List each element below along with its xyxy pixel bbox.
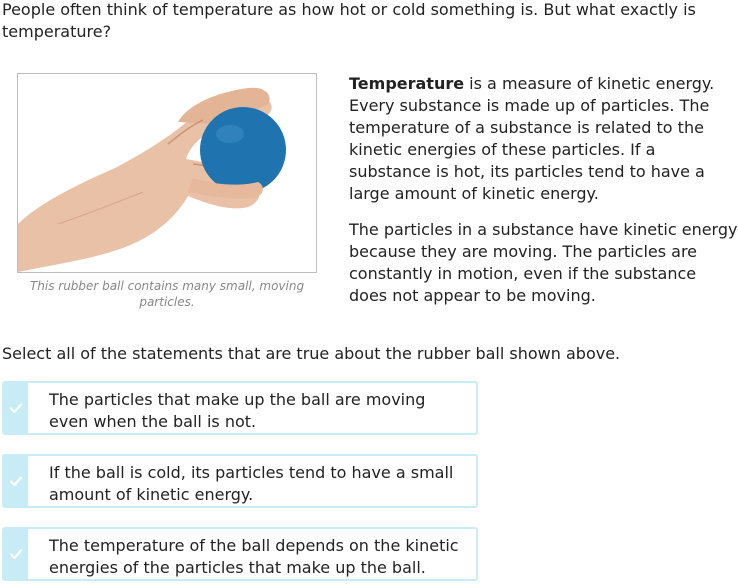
checkmark-icon: [9, 474, 23, 488]
choice-label: If the ball is cold, its particles tend to have a small amount of kinetic energy.: [49, 463, 454, 504]
figure: [17, 73, 317, 310]
choice-label: The temperature of the ball depends on the kinetic energies of the particles that make up the ball.: [49, 536, 459, 577]
explanation: [349, 73, 738, 321]
answer-choice-3[interactable]: [2, 527, 478, 581]
explanation-paragraph-1: [349, 73, 738, 205]
explanation-paragraph-2: The particles in a substance have kinetic energy because they are moving. The particles are constantly in motion, even if the substance does not appear to be moving.: [349, 220, 738, 305]
choice-label: The particles that make up the ball are moving even when the ball is not.: [49, 390, 426, 431]
answer-choice-2[interactable]: [2, 454, 478, 508]
ball-shape: [200, 107, 286, 193]
checkmark-icon: [9, 547, 23, 561]
intro-text: People often think of temperature as how hot or cold something is. But what exactly is temperature?: [2, 0, 696, 41]
figure-caption: This rubber ball contains many small, moving particles.: [29, 279, 305, 309]
answer-choice-1[interactable]: [2, 381, 478, 435]
choice-checkbox-tab[interactable]: [4, 383, 28, 433]
choice-checkbox-tab[interactable]: [4, 456, 28, 506]
temperature-term: Temperature: [349, 74, 465, 93]
explanation-paragraph-1-text: is a measure of kinetic energy. Every substance is made up of particles. The temperature of a substance is related to the kinetic energies of these particles. If a substance is hot, its particles tend to have a large amount of kinetic energy.: [349, 74, 715, 203]
question-prompt: Select all of the statements that are true about the rubber ball shown above.: [2, 344, 621, 363]
checkmark-icon: [9, 401, 23, 415]
choice-checkbox-tab[interactable]: [4, 529, 28, 579]
rubber-ball-photo: [17, 73, 317, 273]
hand-holding-ball-image: [18, 74, 316, 272]
